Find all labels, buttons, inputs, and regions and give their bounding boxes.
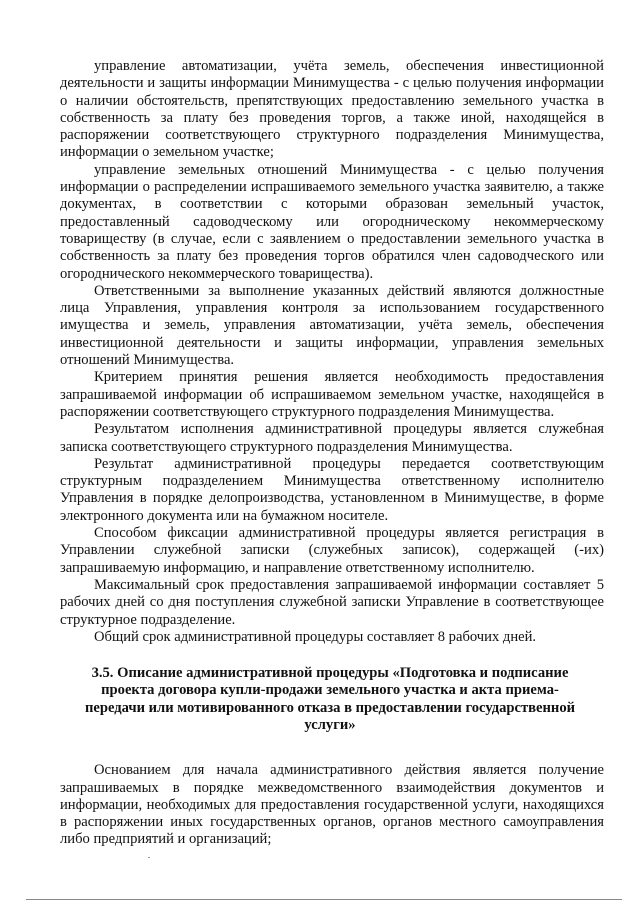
paragraph: Ответственными за выполнение указанных действий являются должностные лица Управления, управления контроля за использованием государственного имущества и земель, управления автоматизации, учёта земель, обеспечения инвестиционной деятельности и защиты информации, управления земельных отношений Минимущества. <box>60 282 604 369</box>
paragraph: управление земельных отношений Минимущества - с целью получения информации о распределении испрашиваемого земельного участка заявителю, а также документах, в соответствии с которыми образован земельный участок, предоставленный садоводческому или огородническому некоммерческому товариществу (в случае, если с заявлением о предоставлении земельного участка в собственность за плату без проведения торгов обратился член садоводческого или огороднического некоммерческого товарищества). <box>60 161 604 282</box>
paragraph: Максимальный срок предоставления запрашиваемой информации составляет 5 рабочих дней со дня поступления служебной записки Управление в соответствующее структурное подразделение. <box>60 576 604 628</box>
section-heading: 3.5. Описание административной процедуры «Подготовка и подписание проекта договора купли-продажи земельного участка и акта приема-передачи или мотивированного отказа в предоставлении государственной услуги» <box>84 665 576 733</box>
paragraph: Способом фиксации административной процедуры является регистрация в Управлении служебной записки (служебных записок), содержащей (-их) запрашиваемую информацию, и направление ответственному исполнителю. <box>60 525 604 576</box>
scan-speck <box>148 857 150 858</box>
paragraph: Общий срок административной процедуры составляет 8 рабочих дней. <box>94 628 537 645</box>
paragraph: Результатом исполнения административной процедуры является служебная записка соответствующего структурного подразделения Минимущества. <box>60 421 604 455</box>
document-page <box>60 58 604 849</box>
page-bottom-edge <box>26 899 622 900</box>
paragraph: управление автоматизации, учёта земель, обеспечения инвестиционной деятельности и защиты информации Минимущества - с целью получения информации о наличии обстоятельств, препятствующих предоставлению земельного участка в собственность за плату без проведения торгов, а также иной, находящейся в распоряжении соответствующего структурного подразделения Минимущества, информации о земельном участке; <box>60 58 604 161</box>
paragraph: Основанием для начала административного действия является получение запрашиваемых в порядке межведомственного взаимодействия документов и информации, необходимых для предоставления государственной услуги, находящихся в распоряжении иных государственных органов, органов местного самоуправления либо предприятий и организаций; <box>60 762 604 848</box>
paragraph: Критерием принятия решения является необходимость предоставления запрашиваемой информации об испрашиваемом земельном участке, находящейся в распоряжении соответствующего структурного подразделения Минимущества. <box>60 369 604 420</box>
paragraph: Результат административной процедуры передается соответствующим структурным подразделением Минимущества ответственному исполнителю Управления в порядке делопроизводства, установленном в Минимуществе, в форме электронного документа или на бумажном носителе. <box>60 455 604 524</box>
spacer <box>60 734 604 762</box>
